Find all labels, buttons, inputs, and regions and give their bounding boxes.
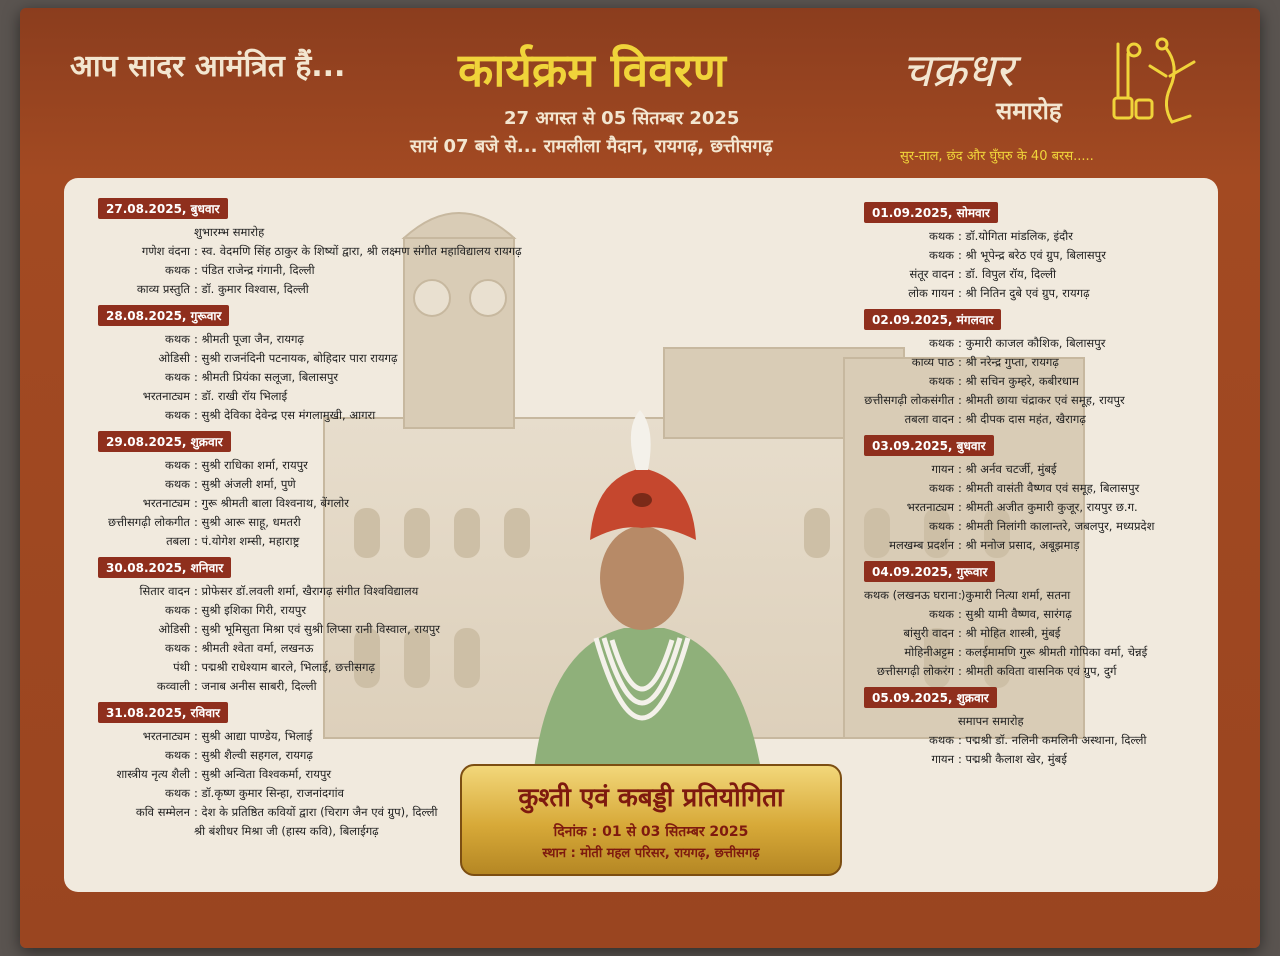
performance-type: गायन bbox=[931, 462, 954, 476]
performance-type: भरतनाट्यम bbox=[906, 500, 954, 514]
schedule-item bbox=[98, 803, 522, 822]
performer: समापन समारोह bbox=[958, 714, 1024, 728]
performance-type: कथक bbox=[928, 248, 954, 262]
schedule-item bbox=[98, 822, 522, 841]
performance-type: संतूर वादन bbox=[909, 267, 954, 281]
performer: : सुश्री अंजली शर्मा, पुणे bbox=[194, 477, 296, 491]
performer: : श्रीमती वासंती वैष्णव एवं समूह, बिलासपुर bbox=[958, 481, 1140, 495]
performer: : सुश्री राधिका शर्मा, रायपुर bbox=[194, 458, 308, 472]
schedule-day bbox=[864, 687, 1154, 769]
banner-date: दिनांक : 01 से 03 सितम्बर 2025 bbox=[553, 824, 749, 840]
performance-type: भरतनाट्यम bbox=[142, 729, 190, 743]
event-venue: सायं 07 बजे से... रामलीला मैदान, रायगढ़, छत्तीसगढ़ bbox=[410, 136, 773, 157]
schedule-item bbox=[98, 727, 522, 746]
schedule-item bbox=[98, 223, 522, 242]
main-title: कार्यक्रम विवरण bbox=[458, 43, 726, 97]
schedule-item bbox=[98, 513, 522, 532]
performer: : श्रीमती प्रियंका सलूजा, बिलासपुर bbox=[194, 370, 339, 384]
schedule-item bbox=[864, 391, 1154, 410]
performer: : सुश्री अन्विता विश्वकर्मा, रायपुर bbox=[194, 767, 332, 781]
day-date-badge: 03.09.2025, बुधवार bbox=[864, 435, 994, 456]
performance-type: कथक bbox=[928, 374, 954, 388]
schedule-item bbox=[98, 746, 522, 765]
banner-place: स्थान : मोती महल परिसर, रायगढ़, छत्तीसगढ़ bbox=[542, 846, 760, 861]
schedule-item bbox=[864, 750, 1154, 769]
day-date-badge: 01.09.2025, सोमवार bbox=[864, 202, 998, 223]
schedule-item bbox=[864, 334, 1154, 353]
schedule-day bbox=[864, 561, 1154, 681]
dancer-logo-icon bbox=[1100, 36, 1210, 136]
schedule-item bbox=[98, 406, 522, 425]
schedule-left-column bbox=[98, 198, 522, 847]
performance-type: लोक गायन bbox=[908, 286, 954, 300]
performer: : सुश्री आरू साहू, धमतरी bbox=[194, 515, 301, 529]
performance-type: कथक bbox=[164, 603, 190, 617]
performance-type: छत्तीसगढ़ी लोकरंग bbox=[876, 664, 954, 678]
schedule-item bbox=[98, 620, 522, 639]
schedule-day bbox=[98, 702, 522, 841]
performer: : श्री नरेन्द्र गुप्ता, रायगढ़ bbox=[958, 355, 1059, 369]
performance-type: तबला वादन bbox=[904, 412, 954, 426]
performer: : पंडित राजेन्द्र गंगानी, दिल्ली bbox=[194, 263, 315, 277]
schedule-day bbox=[98, 431, 522, 551]
performer: : श्री भूपेन्द्र बरेठ एवं ग्रुप, बिलासपुर bbox=[958, 248, 1106, 262]
performance-type: ओडिसी bbox=[158, 622, 190, 636]
performer: : श्रीमती पूजा जैन, रायगढ़ bbox=[194, 332, 304, 346]
performer: : श्री सचिन कुम्हरे, कबीरधाम bbox=[958, 374, 1079, 388]
schedule-item bbox=[98, 280, 522, 299]
performance-type: ओडिसी bbox=[158, 351, 190, 365]
schedule-item bbox=[98, 494, 522, 513]
performance-type: कथक (लखनऊ घराना ) bbox=[864, 588, 966, 602]
logo-wordmark: चक्रधर bbox=[902, 43, 1014, 97]
schedule-item bbox=[98, 368, 522, 387]
performance-type: कथक bbox=[164, 263, 190, 277]
day-date-badge: 02.09.2025, मंगलवार bbox=[864, 309, 1001, 330]
performer: : पं.योगेश शम्सी, महाराष्ट्र bbox=[194, 534, 300, 548]
performer: : सुश्री यामी वैष्णव, सारंगढ़ bbox=[958, 607, 1072, 621]
schedule-item bbox=[98, 658, 522, 677]
schedule-item bbox=[864, 227, 1154, 246]
performance-type: कथक bbox=[164, 370, 190, 384]
day-date-badge: 28.08.2025, गुरूवार bbox=[98, 305, 229, 326]
performance-type: कथक bbox=[164, 477, 190, 491]
performer: : डॉ. राखी रॉय भिलाई bbox=[194, 389, 288, 403]
performer: : जनाब अनीस साबरी, दिल्ली bbox=[194, 679, 317, 693]
schedule-item bbox=[98, 242, 522, 261]
schedule-panel bbox=[64, 178, 1218, 892]
performer: : श्री नितिन दुबे एवं ग्रुप, रायगढ़ bbox=[958, 286, 1090, 300]
performance-type: कथक bbox=[928, 229, 954, 243]
schedule-item bbox=[864, 246, 1154, 265]
schedule-item bbox=[98, 582, 522, 601]
performance-type: कथक bbox=[164, 458, 190, 472]
performance-type: छत्तीसगढ़ी लोकसंगीत bbox=[864, 393, 954, 407]
schedule-item bbox=[864, 731, 1154, 750]
day-date-badge: 27.08.2025, बुधवार bbox=[98, 198, 228, 219]
schedule-item bbox=[864, 605, 1154, 624]
day-date-badge: 05.09.2025, शुक्रवार bbox=[864, 687, 997, 708]
schedule-day bbox=[98, 305, 522, 425]
invitation-poster bbox=[20, 8, 1260, 948]
performance-type: कथक bbox=[928, 733, 954, 747]
performance-type: छत्तीसगढ़ी लोकगीत bbox=[108, 515, 190, 529]
performer: : देश के प्रतिष्ठित कवियों द्वारा (चिराग जैन एवं ग्रुप), दिल्ली bbox=[194, 805, 438, 819]
schedule-item bbox=[98, 261, 522, 280]
performance-type: कथक bbox=[928, 519, 954, 533]
performer: : कुमारी काजल कौशिक, बिलासपुर bbox=[958, 336, 1106, 350]
performance-type: कवि सम्मेलन bbox=[135, 805, 190, 819]
performance-type: कथक bbox=[928, 607, 954, 621]
performance-type: काव्य पाठ bbox=[911, 355, 954, 369]
schedule-item bbox=[864, 662, 1154, 681]
performance-type: कथक bbox=[164, 332, 190, 346]
performer: श्री बंशीधर मिश्रा जी (हास्य कवि), बिलाईगढ़ bbox=[194, 824, 379, 838]
tagline: सुर-ताल, छंद और घुँघरु के 40 बरस..... bbox=[900, 149, 1094, 164]
performance-type: भरतनाट्यम bbox=[142, 496, 190, 510]
schedule-item bbox=[98, 456, 522, 475]
schedule-item bbox=[98, 639, 522, 658]
schedule-item bbox=[98, 784, 522, 803]
schedule-item bbox=[864, 265, 1154, 284]
performance-type: शास्त्रीय नृत्य शैली bbox=[116, 767, 190, 781]
performer: : श्रीमती कविता वासनिक एवं ग्रुप, दुर्ग bbox=[958, 664, 1117, 678]
schedule-day bbox=[98, 557, 522, 696]
wrestling-kabaddi-banner bbox=[460, 764, 842, 876]
logo-subtitle: समारोह bbox=[996, 97, 1062, 125]
performer: : डॉ. कुमार विश्वास, दिल्ली bbox=[194, 282, 309, 296]
performer: : सुश्री इशिका गिरी, रायपुर bbox=[194, 603, 307, 617]
schedule-item bbox=[98, 765, 522, 784]
performance-type: गायन bbox=[931, 752, 954, 766]
performer: : श्री मोहित शास्त्री, मुंबई bbox=[958, 626, 1061, 640]
performance-type: सितार वादन bbox=[139, 584, 190, 598]
performer: : कलईमामणि गुरू श्रीमती गोपिका वर्मा, चेन्नई bbox=[958, 645, 1148, 659]
performer: : गुरू श्रीमती बाला विश्वनाथ, बेंगलोर bbox=[194, 496, 349, 510]
schedule-day bbox=[98, 198, 522, 299]
performer: : श्री दीपक दास महंत, खैरागढ़ bbox=[958, 412, 1086, 426]
day-date-badge: 04.09.2025, गुरूवार bbox=[864, 561, 995, 582]
schedule-item bbox=[98, 677, 522, 696]
performer: : श्रीमती निलांगी कालान्तरे, जबलपुर, मध्यप्रदेश bbox=[958, 519, 1155, 533]
schedule-item bbox=[98, 387, 522, 406]
performer: : डॉ.कृष्ण कुमार सिन्हा, राजनांदगांव bbox=[194, 786, 344, 800]
schedule-item bbox=[864, 712, 1154, 731]
performer: : सुश्री भूमिसुता मिश्रा एवं सुश्री लिप्सा रानी विस्वाल, रायपुर bbox=[194, 622, 440, 636]
day-date-badge: 29.08.2025, शुक्रवार bbox=[98, 431, 231, 452]
schedule-right-column bbox=[864, 202, 1154, 775]
performer: : कुमारी नित्या शर्मा, सतना bbox=[958, 588, 1071, 602]
schedule-item bbox=[864, 460, 1154, 479]
performance-type: कथक bbox=[164, 641, 190, 655]
schedule-day bbox=[864, 435, 1154, 555]
performance-type: कथक bbox=[164, 786, 190, 800]
performer: : सुश्री राजनंदिनी पटनायक, बोहिदार पारा रायगढ़ bbox=[194, 351, 398, 365]
performer: : डॉ. विपुल रॉय, दिल्ली bbox=[958, 267, 1057, 281]
performer: : सुश्री देविका देवेन्द्र एस मंगलामुखी, आगरा bbox=[194, 408, 376, 422]
performer: : श्रीमती श्वेता वर्मा, लखनऊ bbox=[194, 641, 314, 655]
performance-type: कथक bbox=[928, 481, 954, 495]
performer: : पद्मश्री राधेश्याम बारले, भिलाई, छत्तीसगढ़ bbox=[194, 660, 375, 674]
day-date-badge: 31.08.2025, रविवार bbox=[98, 702, 228, 723]
performer: : श्रीमती छाया चंद्राकर एवं समूह, रायपुर bbox=[958, 393, 1125, 407]
performance-type: बांसुरी वादन bbox=[903, 626, 954, 640]
schedule-item bbox=[98, 330, 522, 349]
schedule-item bbox=[864, 479, 1154, 498]
performance-type: तबला bbox=[166, 534, 190, 548]
performance-type: काव्य प्रस्तुति bbox=[136, 282, 190, 296]
event-dates: 27 अगस्त से 05 सितम्बर 2025 bbox=[504, 108, 740, 129]
schedule-day bbox=[864, 202, 1154, 303]
schedule-item bbox=[864, 536, 1154, 555]
performance-type: मलखम्ब प्रदर्शन bbox=[889, 538, 954, 552]
schedule-item bbox=[864, 410, 1154, 429]
schedule-item bbox=[864, 586, 1154, 605]
performer: : स्व. वेदमणि सिंह ठाकुर के शिष्यों द्वारा, श्री लक्ष्मण संगीत महाविद्यालय रायगढ़ bbox=[194, 244, 522, 258]
schedule-item bbox=[98, 349, 522, 368]
performance-type: कव्वाली bbox=[156, 679, 190, 693]
schedule-item bbox=[864, 643, 1154, 662]
invite-line: आप सादर आमंत्रित हैं... bbox=[70, 49, 346, 84]
performer: : डॉ.योगिता मांडलिक, इंदौर bbox=[958, 229, 1073, 243]
schedule-item bbox=[864, 284, 1154, 303]
performance-type: भरतनाट्यम bbox=[142, 389, 190, 403]
performer: : पद्मश्री डॉ. नलिनी कमलिनी अस्थाना, दिल्ली bbox=[958, 733, 1147, 747]
performance-type: कथक bbox=[164, 408, 190, 422]
schedule-day bbox=[864, 309, 1154, 429]
schedule-item bbox=[98, 601, 522, 620]
performance-type: पंथी bbox=[173, 660, 190, 674]
schedule-item bbox=[864, 498, 1154, 517]
performer: : श्री अर्नव चटर्जी, मुंबई bbox=[958, 462, 1057, 476]
banner-title: कुश्ती एवं कबड्डी प्रतियोगिता bbox=[518, 783, 784, 813]
schedule-item bbox=[864, 353, 1154, 372]
performer: : पद्मश्री कैलाश खेर, मुंबई bbox=[958, 752, 1067, 766]
performance-type: कथक bbox=[164, 748, 190, 762]
performer: शुभारम्भ समारोह bbox=[194, 225, 265, 239]
schedule-item bbox=[864, 517, 1154, 536]
day-date-badge: 30.08.2025, शनिवार bbox=[98, 557, 231, 578]
performance-type: गणेश वंदना bbox=[141, 244, 190, 258]
performer: : सुश्री आद्या पाण्डेय, भिलाई bbox=[194, 729, 313, 743]
schedule-item bbox=[98, 475, 522, 494]
performer: : श्रीमती अजीत कुमारी कुजूर, रायपुर छ.ग. bbox=[958, 500, 1138, 514]
performer: : प्रोफेसर डॉ.लवली शर्मा, खैरागढ़ संगीत विश्वविद्यालय bbox=[194, 584, 419, 598]
schedule-item bbox=[864, 372, 1154, 391]
performance-type: कथक bbox=[928, 336, 954, 350]
schedule-item bbox=[98, 532, 522, 551]
schedule-item bbox=[864, 624, 1154, 643]
performer: : श्री मनोज प्रसाद, अबूझमाड़ bbox=[958, 538, 1080, 552]
performance-type: मोहिनीअट्टम bbox=[904, 645, 954, 659]
performer: : सुश्री शैल्वी सहगल, रायगढ़ bbox=[194, 748, 313, 762]
